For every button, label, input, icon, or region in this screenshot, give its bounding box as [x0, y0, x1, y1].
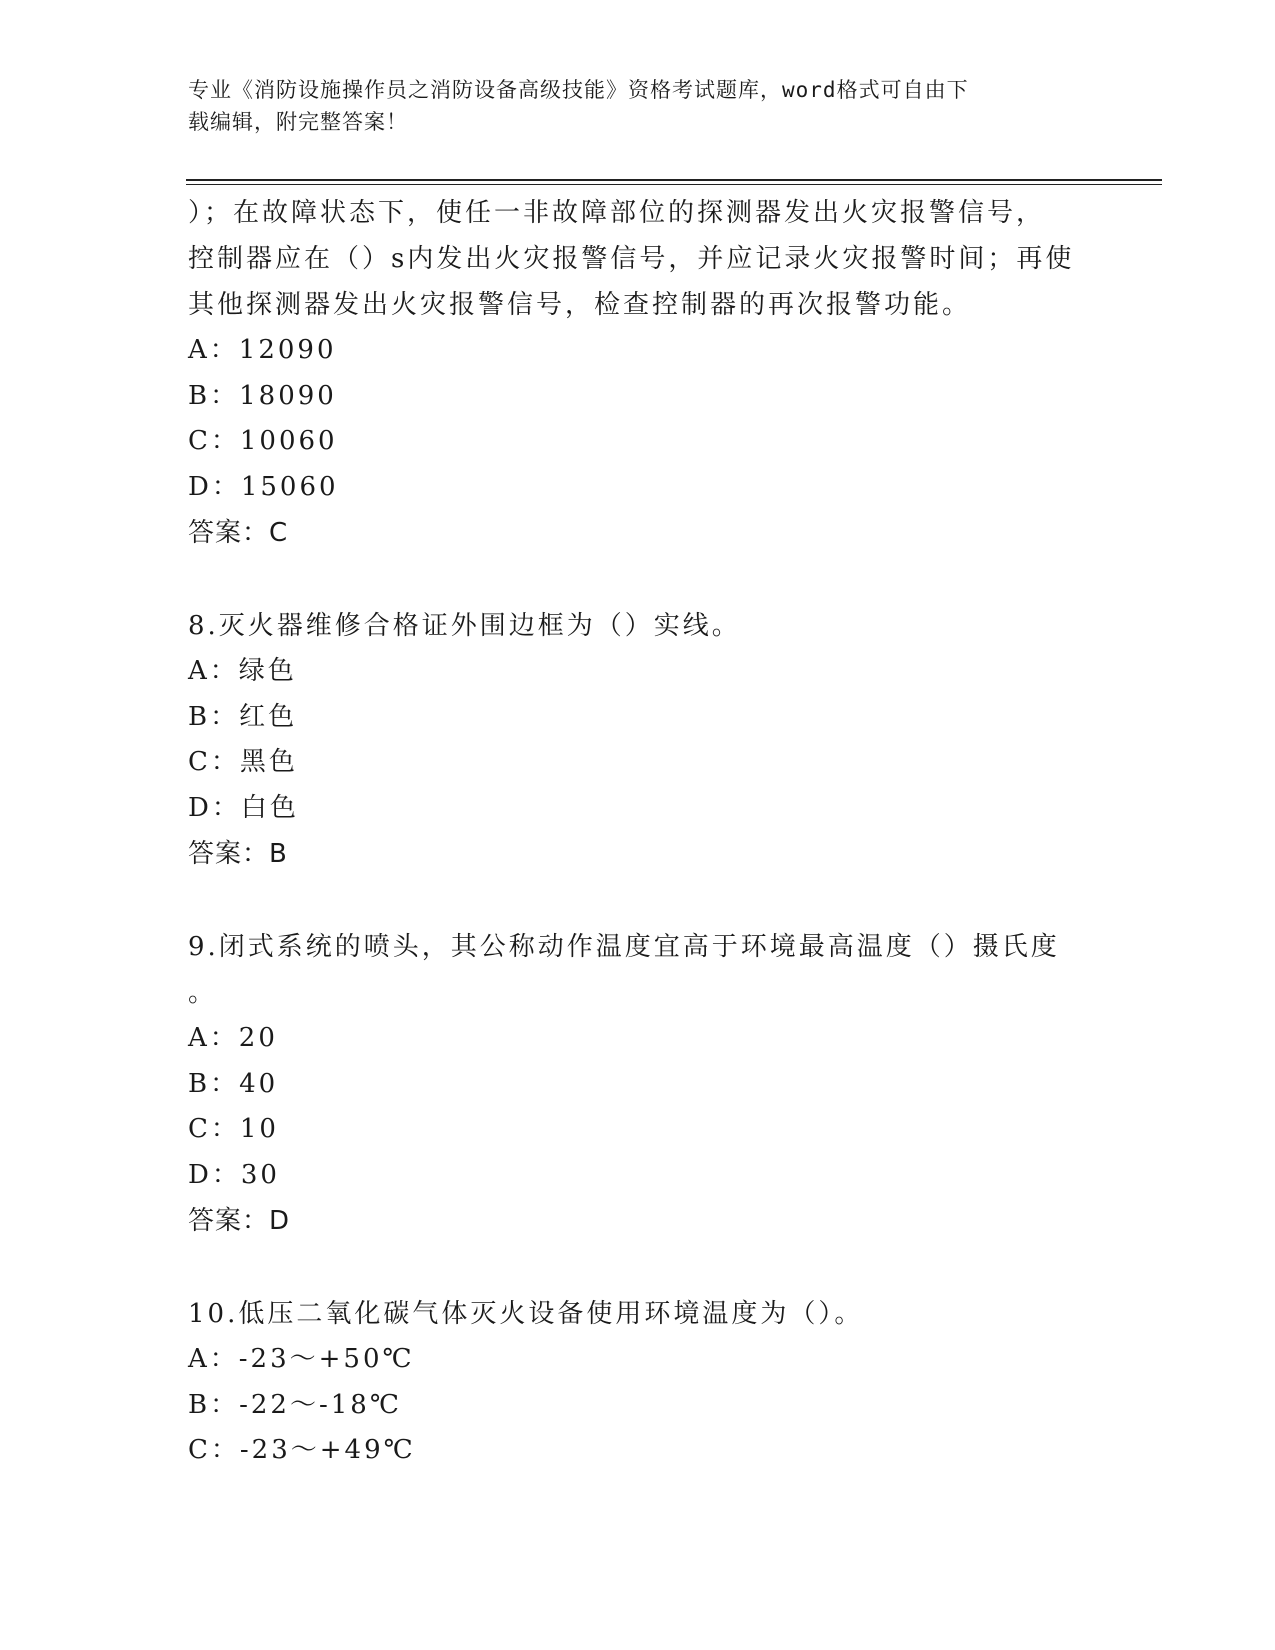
question-8-option-d: D：白色: [188, 792, 299, 823]
question-8-option-a: A：绿色: [188, 656, 297, 686]
question-10-stem: 10.低压二氧化碳气体灭火设备使用环境温度为（）。: [188, 1299, 864, 1329]
question-7: [188, 190, 1108, 556]
question-10: [188, 1291, 1108, 1474]
question-7-option-b: B：18090: [188, 380, 337, 411]
question-9-answer: 答案：D: [188, 1206, 291, 1236]
question-list: [188, 190, 1108, 1474]
question-8: [188, 603, 1108, 877]
question-7-answer: 答案：C: [188, 518, 289, 548]
question-7-option-c: C：10060: [188, 426, 338, 456]
header-divider-thick: [186, 179, 1162, 181]
document-header: [188, 74, 1068, 138]
question-9-option-b: B：40: [188, 1068, 279, 1099]
question-9-option-c: C：10: [188, 1114, 279, 1144]
question-10-option-b: B：-22～-18℃: [188, 1389, 402, 1420]
question-9-stem-line-2: 。: [188, 978, 218, 1008]
question-8-stem: 8.灭火器维修合格证外围边框为（）实线。: [188, 611, 741, 641]
question-7-option-d: D：15060: [188, 471, 339, 502]
question-9-option-a: A：20: [188, 1023, 278, 1053]
question-9-option-d: D：30: [188, 1159, 280, 1190]
question-7-option-a: A：12090: [188, 335, 337, 365]
header-line-2: 载编辑，附完整答案！: [188, 110, 408, 134]
question-9-stem-line-1: 9.闭式系统的喷头，其公称动作温度宜高于环境最高温度（）摄氏度: [188, 932, 1060, 962]
question-8-answer: 答案：B: [188, 839, 288, 869]
question-10-option-a: A：-23～+50℃: [188, 1344, 415, 1374]
question-8-option-b: B：红色: [188, 701, 298, 732]
header-divider-thin: [186, 184, 1162, 185]
question-7-text-line-1: ）；在故障状态下，使任一非故障部位的探测器发出火灾报警信号，: [188, 198, 1046, 228]
question-7-text-line-2: 控制器应在（）s内发出火灾报警信号，并应记录火灾报警时间；再使: [188, 244, 1075, 274]
question-7-text-line-3: 其他探测器发出火灾报警信号，检查控制器的再次报警功能。: [188, 290, 972, 320]
question-8-option-c: C：黑色: [188, 747, 298, 777]
question-9: [188, 924, 1108, 1244]
header-line-1: 专业《消防设施操作员之消防设备高级技能》资格考试题库，word格式可自由下: [188, 78, 969, 102]
question-10-option-c: C：-23～+49℃: [188, 1435, 416, 1465]
